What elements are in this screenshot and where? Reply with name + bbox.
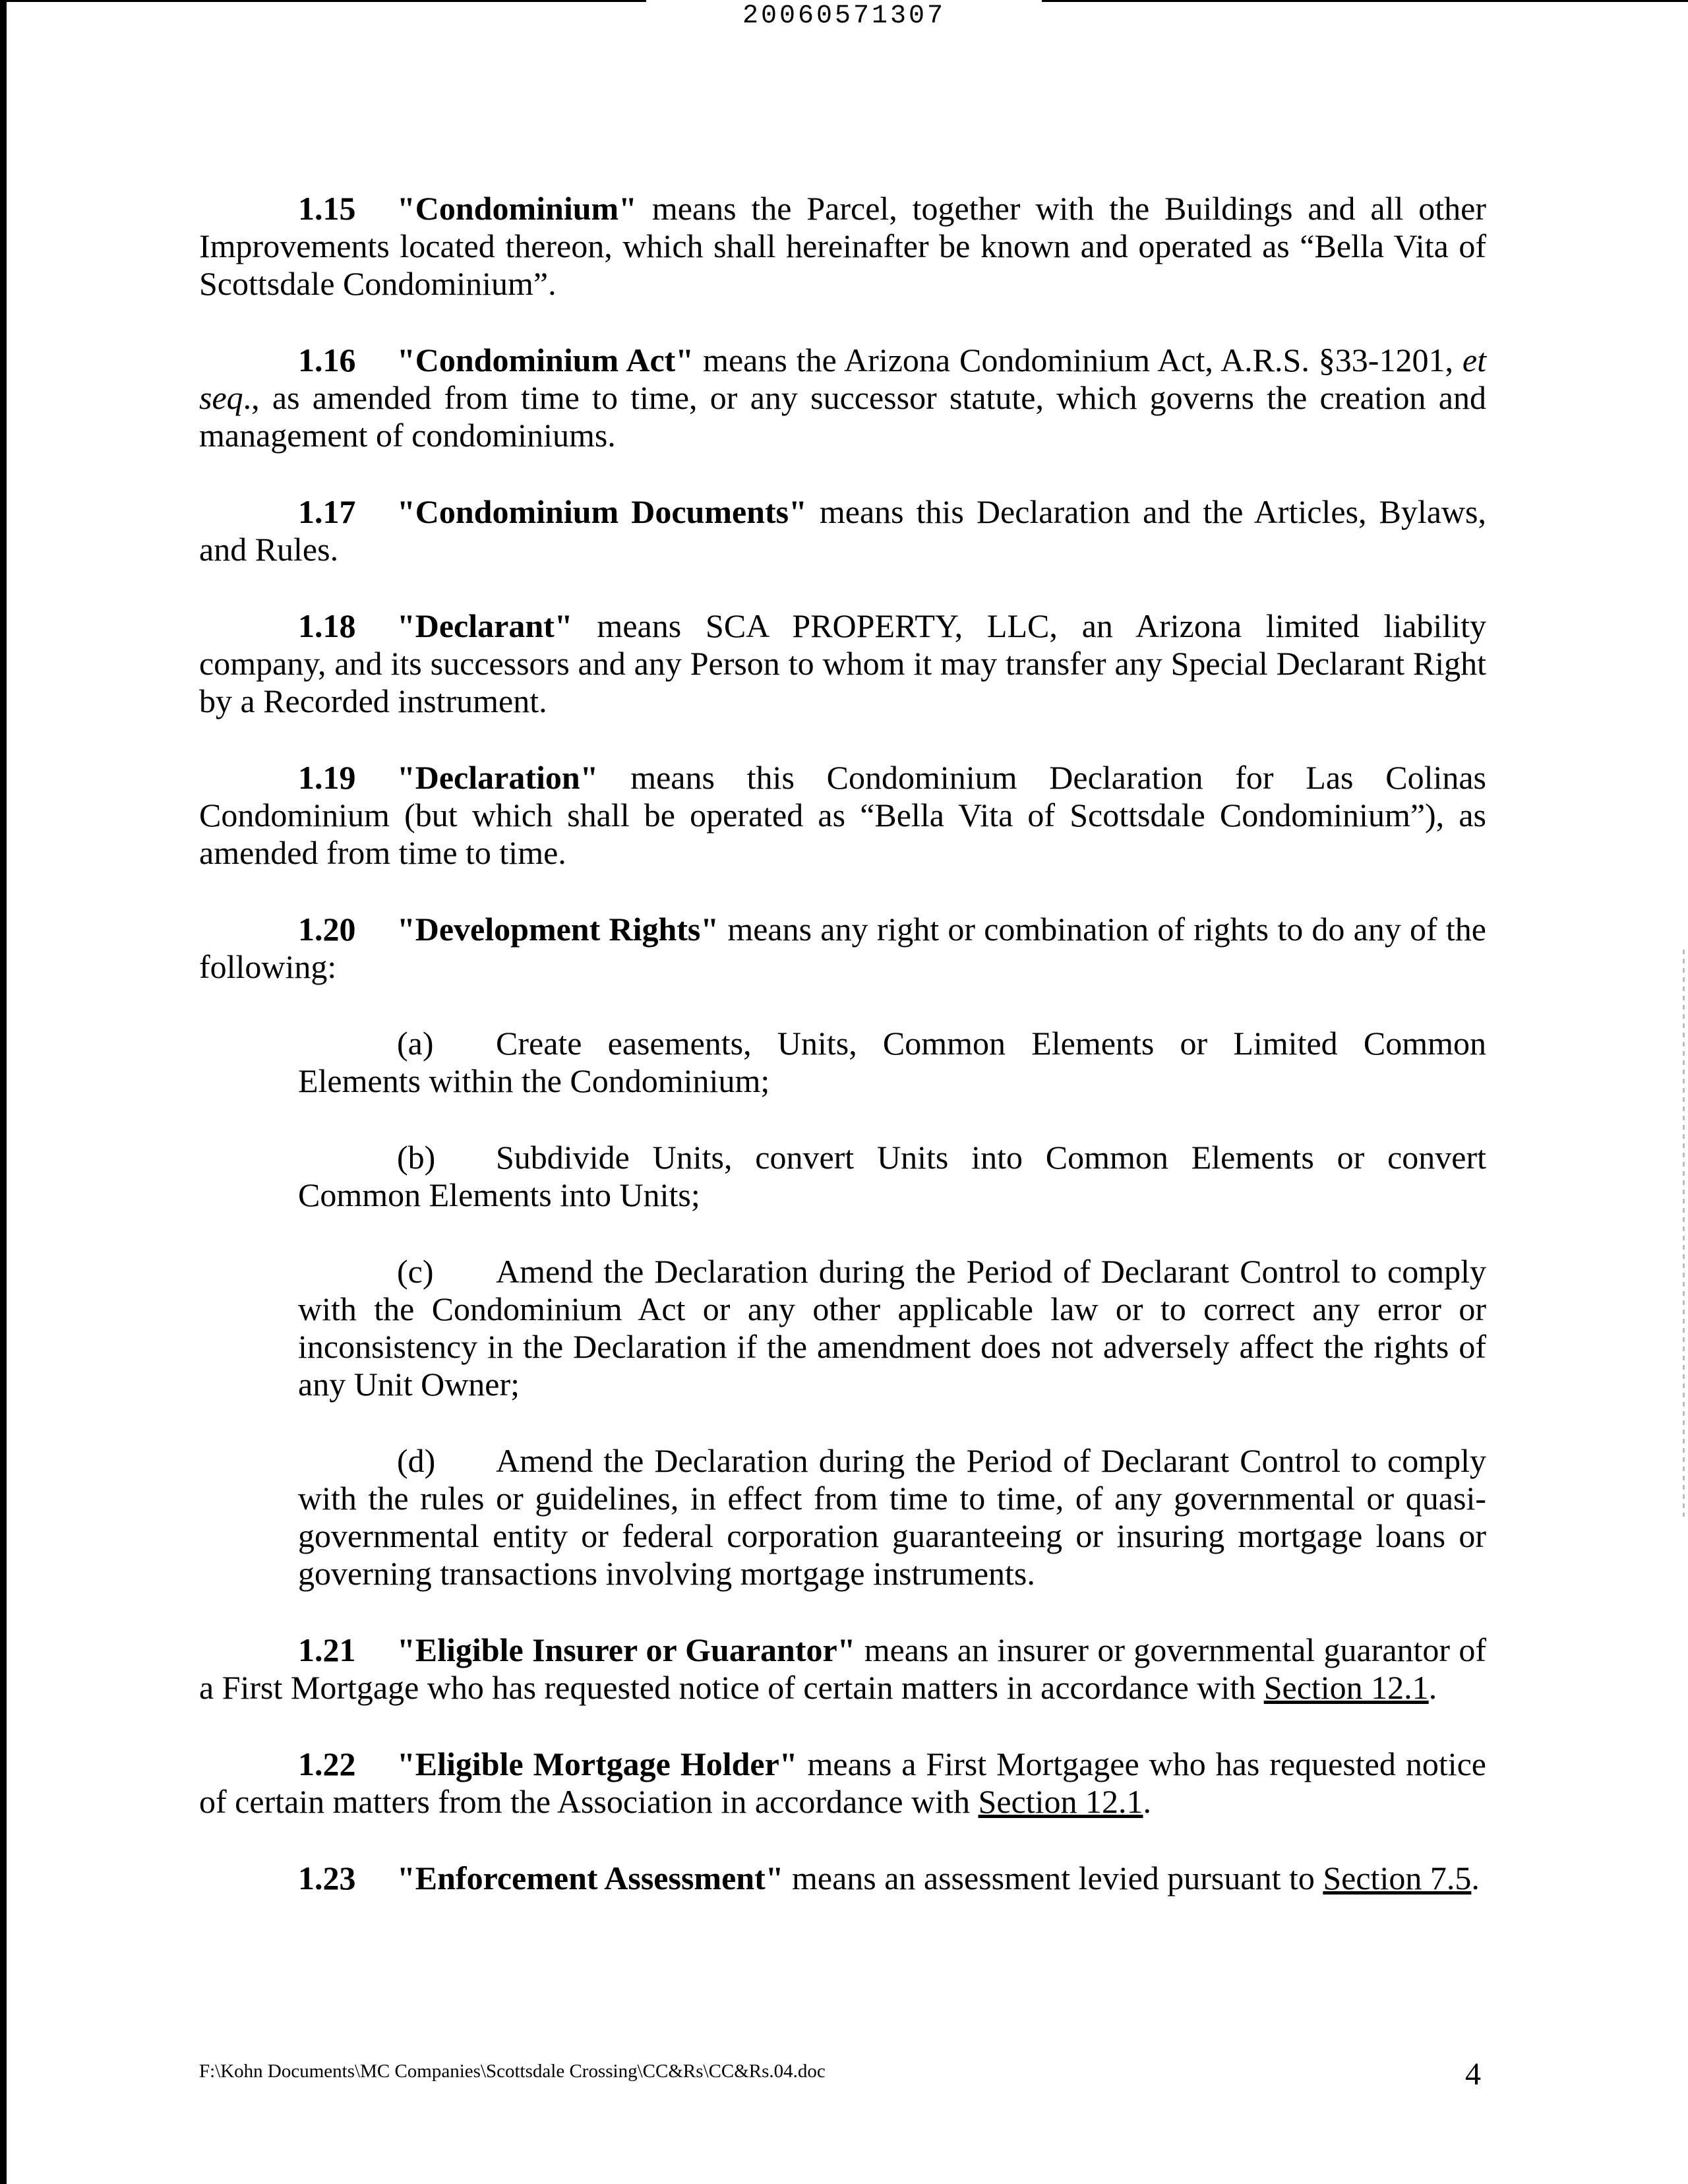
defined-term: "Enforcement Assessment" <box>397 1860 784 1896</box>
sub-item-label: (b) <box>397 1139 436 1176</box>
defined-term: "Declarant" <box>397 607 573 644</box>
defined-term: "Eligible Insurer or Guarantor" <box>397 1631 856 1668</box>
definition-1-18 <box>199 607 1486 720</box>
page-number: 4 <box>1465 2057 1481 2092</box>
sub-item-a <box>298 1025 1486 1100</box>
definition-1-23 <box>199 1860 1486 1897</box>
definition-1-16 <box>199 342 1486 454</box>
section-number: 1.18 <box>298 607 356 644</box>
section-reference: Section 12.1 <box>1263 1669 1429 1706</box>
definition-text: means the Parcel, together with the Buildings and all other Improvements located thereon, which shall hereinafter be known and operated as “Bella Vita of Scottsdale Condominium”. <box>199 190 1486 302</box>
definition-1-21 <box>199 1631 1486 1707</box>
definition-text: means an insurer or governmental guarantor of a First Mortgage who has requested notice of certain matters in accordance with <box>199 1631 1486 1706</box>
defined-term: "Development Rights" <box>397 911 719 948</box>
sub-item-label: (c) <box>397 1253 434 1290</box>
defined-term: "Declaration" <box>397 759 599 796</box>
sub-item-text: Subdivide Units, convert Units into Common Elements or convert Common Elements into Units; <box>298 1139 1486 1213</box>
sub-item-text: Create easements, Units, Common Elements or Limited Common Elements within the Condominium; <box>298 1025 1486 1099</box>
sub-item-b <box>298 1139 1486 1214</box>
section-number: 1.23 <box>298 1860 356 1896</box>
section-number: 1.22 <box>298 1745 356 1782</box>
definition-text: means this Condominium Declaration for Las Colinas Condominium (but which shall be operated as “Bella Vita of Scottsdale Condominium”), as amended from time to time. <box>199 759 1486 871</box>
section-number: 1.20 <box>298 911 356 948</box>
definition-1-19 <box>199 759 1486 872</box>
definition-1-15 <box>199 190 1486 303</box>
definition-text: means an assessment levied pursuant to <box>783 1860 1323 1896</box>
sub-item-text: Amend the Declaration during the Period of Declarant Control to comply with the rules or guidelines, in effect from time to time, of any governmental or quasi-governmental entity or federal corporation guaranteeing or insuring mortgage loans or governing transactions involving mortgage instruments. <box>298 1442 1486 1592</box>
scan-artifact <box>1683 950 1685 1517</box>
sub-item-label: (d) <box>397 1442 436 1479</box>
section-reference: Section 12.1 <box>978 1783 1143 1820</box>
defined-term: "Condominium Documents" <box>397 493 807 530</box>
definition-text: means SCA PROPERTY, LLC, an Arizona limited liability company, and its successors and any Person to whom it may transfer any Special Declarant Right by a Recorded instrument. <box>199 607 1486 719</box>
definition-text: means this Declaration and the Articles, Bylaws, and Rules. <box>199 493 1486 568</box>
section-number: 1.19 <box>298 759 356 796</box>
sub-item-text: Amend the Declaration during the Period of Declarant Control to comply with the Condominium Act or any other applicable law or to correct any error or inconsistency in the Declaration if the amendment does not adversely affect the rights of any Unit Owner; <box>298 1253 1486 1403</box>
definition-end: . <box>1428 1669 1437 1706</box>
definition-1-20 <box>199 911 1486 986</box>
definition-end: . <box>1143 1783 1152 1820</box>
defined-term: "Condominium" <box>397 190 637 227</box>
sub-item-c <box>298 1253 1486 1403</box>
section-number: 1.16 <box>298 342 356 379</box>
defined-term: "Eligible Mortgage Holder" <box>397 1745 798 1782</box>
definition-end: . <box>1471 1860 1480 1896</box>
sub-item-d <box>298 1442 1486 1592</box>
definition-text: means any right or combination of rights to do any of the following: <box>199 911 1486 985</box>
definition-text: means the Arizona Condominium Act, A.R.S. §33-1201, <box>694 342 1462 379</box>
definition-text: means a First Mortgagee who has requested notice of certain matters from the Association in accordance with <box>199 1745 1486 1820</box>
section-number: 1.15 <box>298 190 356 227</box>
footer-file-path: F:\Kohn Documents\MC Companies\Scottsdale Crossing\CC&Rs\CC&Rs.04.doc <box>199 2061 826 2082</box>
section-reference: Section 7.5 <box>1323 1860 1472 1896</box>
scan-edge <box>0 0 7 2184</box>
defined-term: "Condominium Act" <box>397 342 694 379</box>
latin-phrase: et seq <box>199 342 1486 416</box>
section-number: 1.21 <box>298 1631 356 1668</box>
definition-1-22 <box>199 1745 1486 1821</box>
definition-text-continued: ., as amended from time to time, or any successor statute, which governs the creation and management of condominiums. <box>199 379 1486 454</box>
section-number: 1.17 <box>298 493 356 530</box>
definition-1-17 <box>199 493 1486 568</box>
recording-number: 20060571307 <box>742 1 946 31</box>
document-body <box>199 190 1486 1936</box>
sub-item-label: (a) <box>397 1025 434 1062</box>
